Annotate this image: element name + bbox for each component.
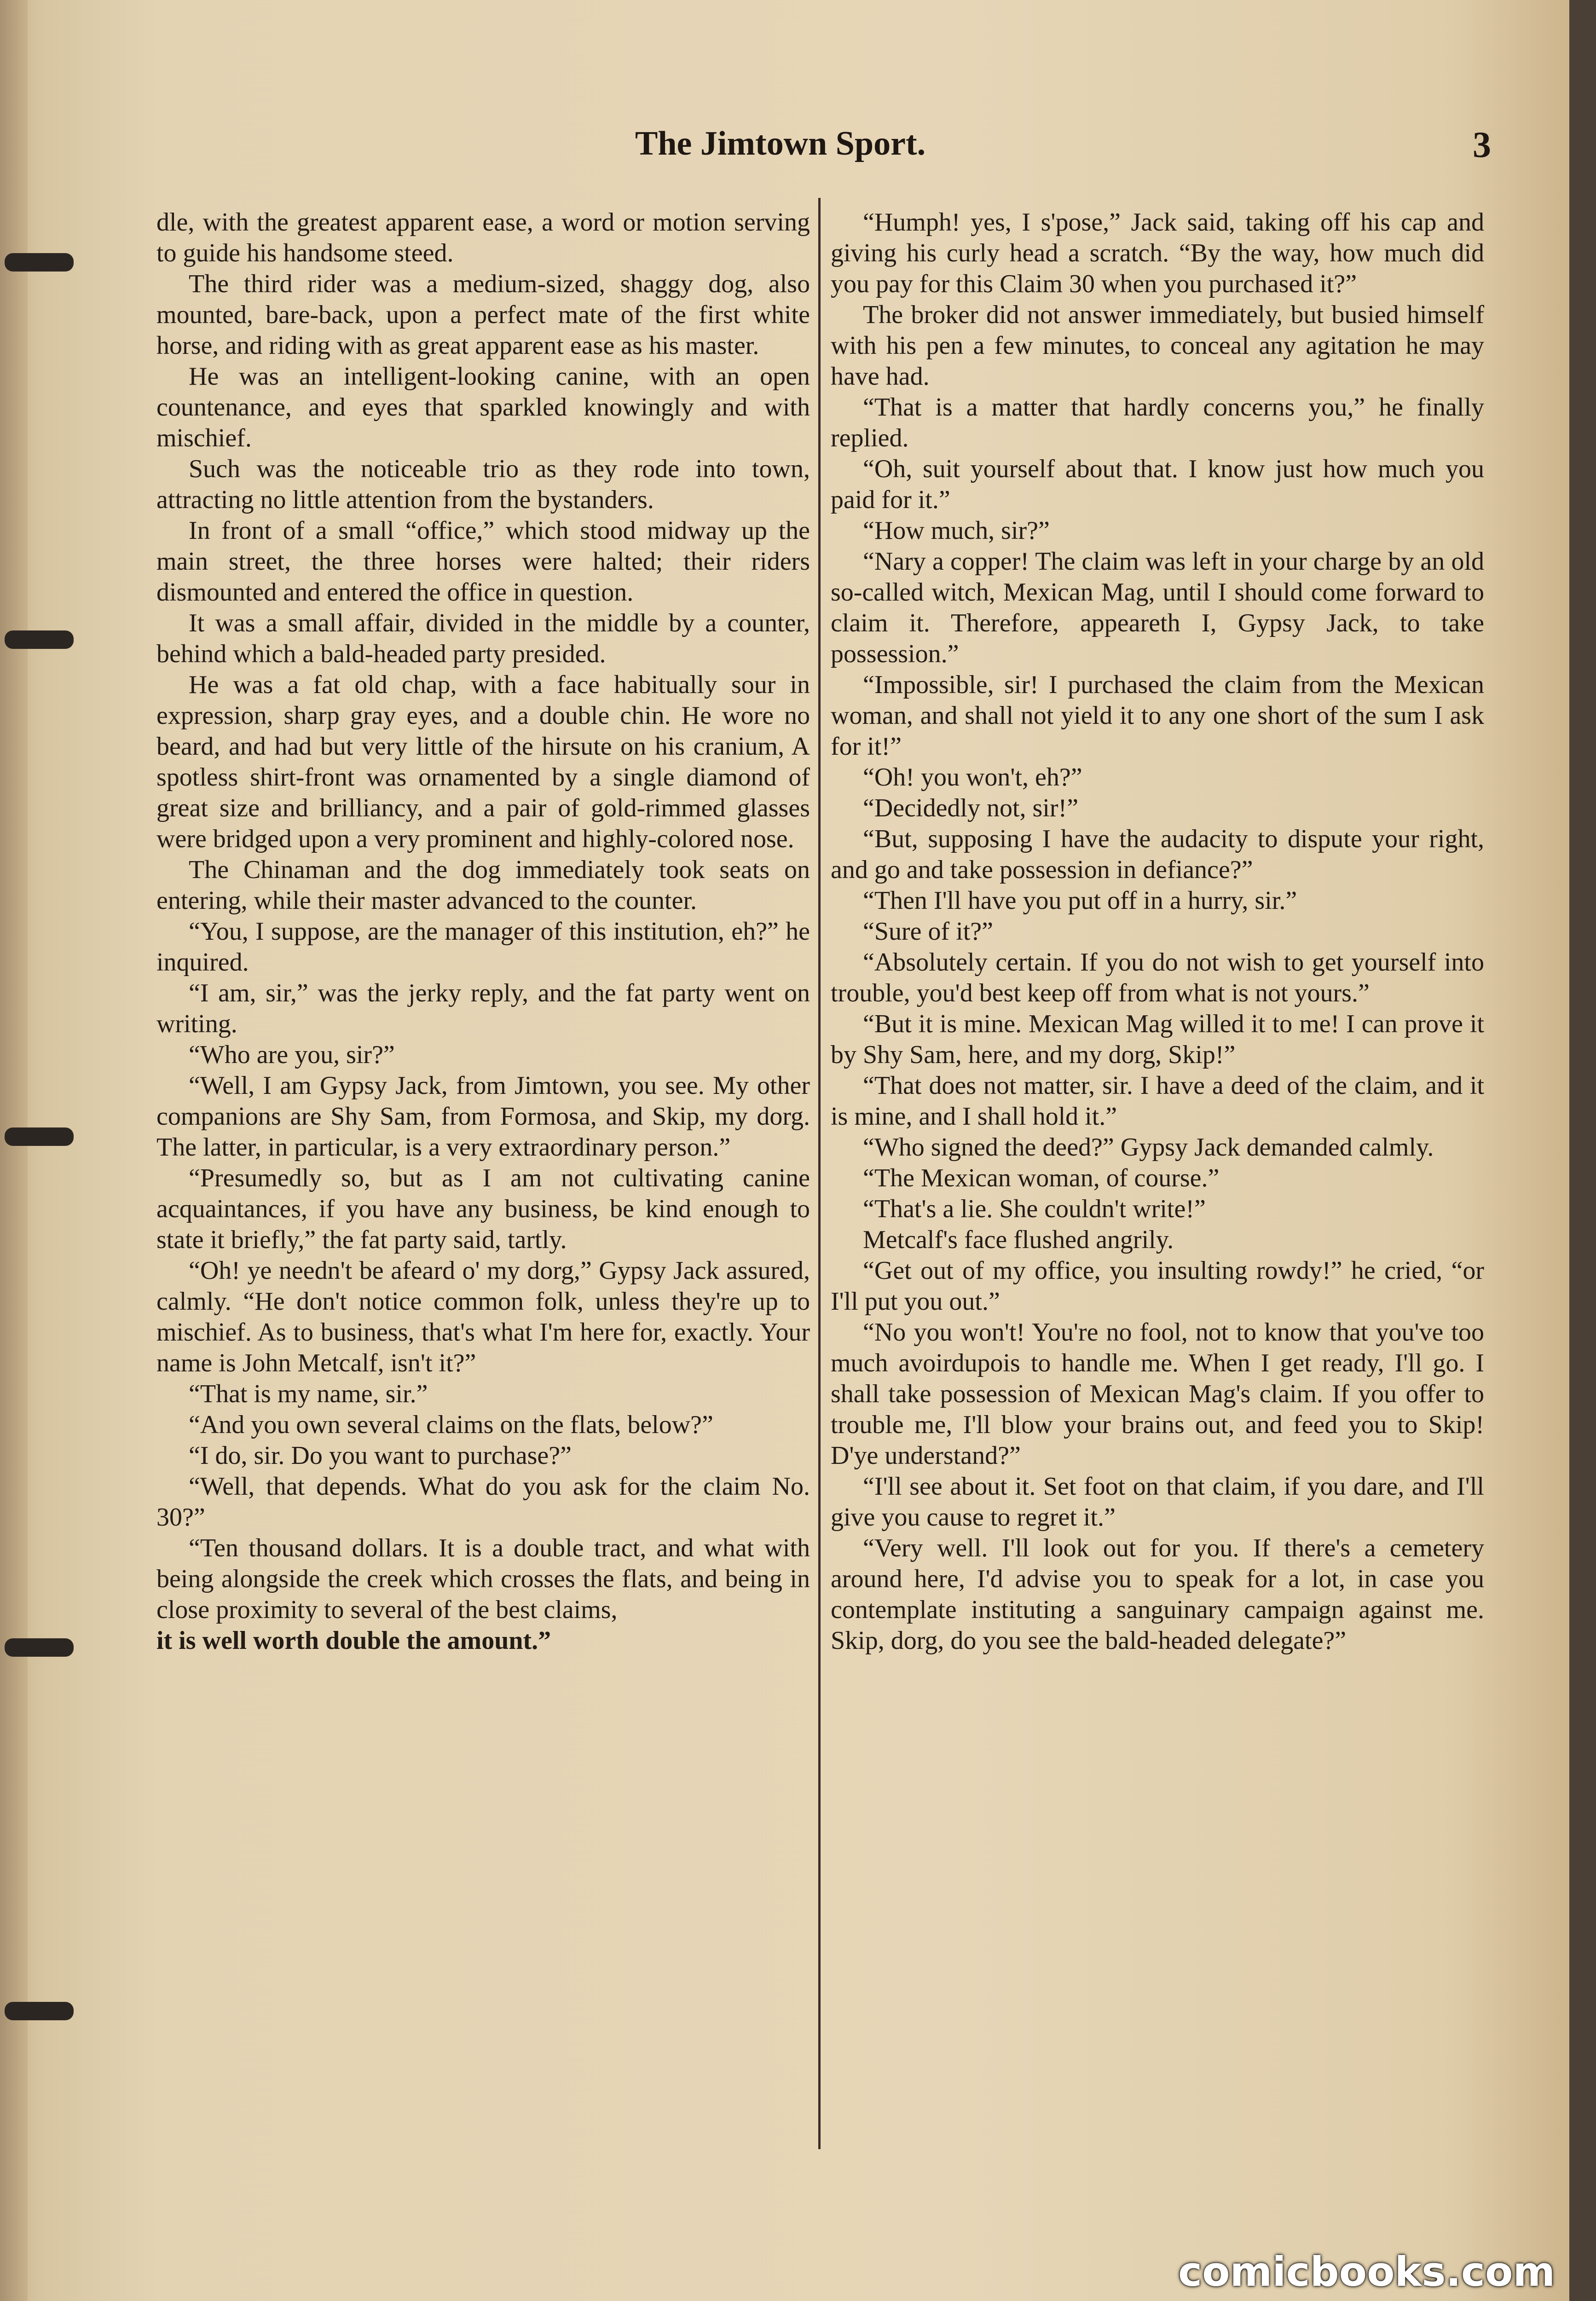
column-divider — [818, 198, 821, 2149]
page-edge-shadow — [1569, 0, 1596, 2301]
paragraph: “Sure of it?” — [863, 917, 993, 946]
paragraph: It was a small affair, divided in the middle by a counter, behind which a bald-headed party presided. — [156, 609, 810, 668]
paragraph: He was a fat old chap, with a face habitually sour in expression, sharp gray eyes, and a double chin. He wore no beard, and had but very little of the hirsute on his cranium, A spotless shirt-front was ornamented by a single diamond of great size and brilliancy, and a pair of gold-rimmed glasses were bridged upon a very prominent and highly-colored nose. — [156, 671, 810, 853]
paragraph: “How much, sir?” — [863, 516, 1050, 545]
paragraph: “That is a matter that hardly concerns you,” he finally replied. — [831, 393, 1484, 452]
paragraph: “Oh! you won't, eh?” — [863, 763, 1082, 792]
paragraph: “But, supposing I have the audacity to dispute your right, and go and take possession in defiance?” — [831, 825, 1484, 884]
publication-title: The Jimtown Sport. — [635, 125, 926, 162]
paragraph: it is well worth double the amount.” — [156, 1626, 551, 1655]
paragraph: dle, with the greatest apparent ease, a word or motion serving to guide his handsome steed. — [156, 208, 810, 267]
paragraph: “Very well. I'll look out for you. If there's a cemetery around here, I'd advise you to speak for a lot, in case you contemplate instituting a sanguinary campaign against me. Skip, dorg, do you see the bald-headed delegate?” — [831, 1534, 1484, 1655]
paragraph: “Get out of my office, you insulting rowdy!” he cried, “or I'll put you out.” — [831, 1256, 1484, 1316]
paragraph: The broker did not answer immediately, but busied himself with his pen a few minutes, to conceal any agitation he may have had. — [831, 301, 1484, 391]
paragraph: “Ten thousand dollars. It is a double tract, and what with being alongside the creek which crosses the flats, and being in close proximity to several of the best claims, — [156, 1534, 810, 1624]
paragraph: “I'll see about it. Set foot on that claim, if you dare, and I'll give you cause to regret it.” — [831, 1472, 1484, 1532]
binding-hole — [5, 253, 74, 272]
paragraph: “But it is mine. Mexican Mag willed it to me! I can prove it by Shy Sam, here, and my dorg, Skip!” — [831, 1010, 1484, 1069]
paragraph: “I do, sir. Do you want to purchase?” — [189, 1441, 572, 1470]
paragraph: “Oh! ye needn't be afeard o' my dorg,” Gypsy Jack assured, calmly. “He don't notice common folk, unless they're up to mischief. As to business, that's what I'm here for, exactly. Your name is John Metcalf, isn't it?” — [156, 1256, 810, 1377]
paragraph: “Who signed the deed?” Gypsy Jack demanded calmly. — [863, 1133, 1434, 1162]
paragraph: “That's a lie. She couldn't write!” — [863, 1195, 1206, 1223]
paragraph: “Presumedly so, but as I am not cultivating canine acquaintances, if you have any business, be kind enough to state it briefly,” the fat party said, tartly. — [156, 1164, 810, 1254]
paragraph: “No you won't! You're no fool, not to know that you've too much avoirdupois to handle me. When I get ready, I'll go. I shall take possession of Mexican Mag's claim. If you offer to trouble me, I'll blow your brains out, and feed you to Skip! D'ye understand?” — [831, 1318, 1484, 1470]
paragraph: “Absolutely certain. If you do not wish to get yourself into trouble, you'd best keep off from what is not yours.” — [831, 948, 1484, 1007]
text-column-right — [831, 207, 1484, 1656]
paragraph: “The Mexican woman, of course.” — [863, 1164, 1220, 1192]
binding-hole — [5, 2002, 74, 2020]
paragraph: “Decidedly not, sir!” — [863, 794, 1079, 822]
page-spine — [0, 0, 28, 2301]
page-header — [635, 124, 1491, 175]
paragraph: “That is my name, sir.” — [189, 1380, 428, 1408]
paragraph: “I am, sir,” was the jerky reply, and the fat party went on writing. — [156, 979, 810, 1038]
paragraph: “Well, that depends. What do you ask for the claim No. 30?” — [156, 1472, 810, 1532]
text-column-left — [156, 207, 810, 1656]
paragraph: “Oh, suit yourself about that. I know just how much you paid for it.” — [831, 455, 1484, 514]
binding-hole — [5, 1638, 74, 1657]
paragraph: “You, I suppose, are the manager of this institution, eh?” he inquired. — [156, 917, 810, 977]
binding-hole — [5, 630, 74, 649]
paragraph: “Nary a copper! The claim was left in your charge by an old so-called witch, Mexican Mag, until I should come forward to claim it. Therefore, appeareth I, Gypsy Jack, to take possession.” — [831, 547, 1484, 668]
paragraph: “And you own several claims on the flats, below?” — [189, 1411, 713, 1439]
paragraph: “Then I'll have you put off in a hurry, sir.” — [863, 886, 1297, 915]
binding-hole — [5, 1127, 74, 1146]
paragraph: Metcalf's face flushed angrily. — [863, 1226, 1174, 1254]
paragraph: “Impossible, sir! I purchased the claim from the Mexican woman, and shall not yield it to any one short of the sum I ask for it!” — [831, 671, 1484, 761]
paragraph: “Well, I am Gypsy Jack, from Jimtown, you see. My other companions are Shy Sam, from Formosa, and Skip, my dorg. The latter, in particular, is a very extraordinary person.” — [156, 1071, 810, 1162]
paragraph: In front of a small “office,” which stood midway up the main street, the three horses were halted; their riders dismounted and entered the office in question. — [156, 516, 810, 607]
paragraph: Such was the noticeable trio as they rode into town, attracting no little attention from the bystanders. — [156, 455, 810, 514]
paragraph: “Who are you, sir?” — [189, 1041, 395, 1069]
watermark: comicbooks.com — [1178, 2248, 1556, 2295]
paragraph: He was an intelligent-looking canine, with an open countenance, and eyes that sparkled knowingly and with mischief. — [156, 362, 810, 452]
page-number: 3 — [1473, 125, 1491, 165]
paragraph: “That does not matter, sir. I have a deed of the claim, and it is mine, and I shall hold it.” — [831, 1071, 1484, 1131]
paragraph: The third rider was a medium-sized, shaggy dog, also mounted, bare-back, upon a perfect mate of the first white horse, and riding with as great apparent ease as his master. — [156, 270, 810, 360]
paragraph: The Chinaman and the dog immediately took seats on entering, while their master advanced to the counter. — [156, 856, 810, 915]
paragraph: “Humph! yes, I s'pose,” Jack said, taking off his cap and giving his curly head a scratch. “By the way, how much did you pay for this Claim 30 when you purchased it?” — [831, 208, 1484, 298]
